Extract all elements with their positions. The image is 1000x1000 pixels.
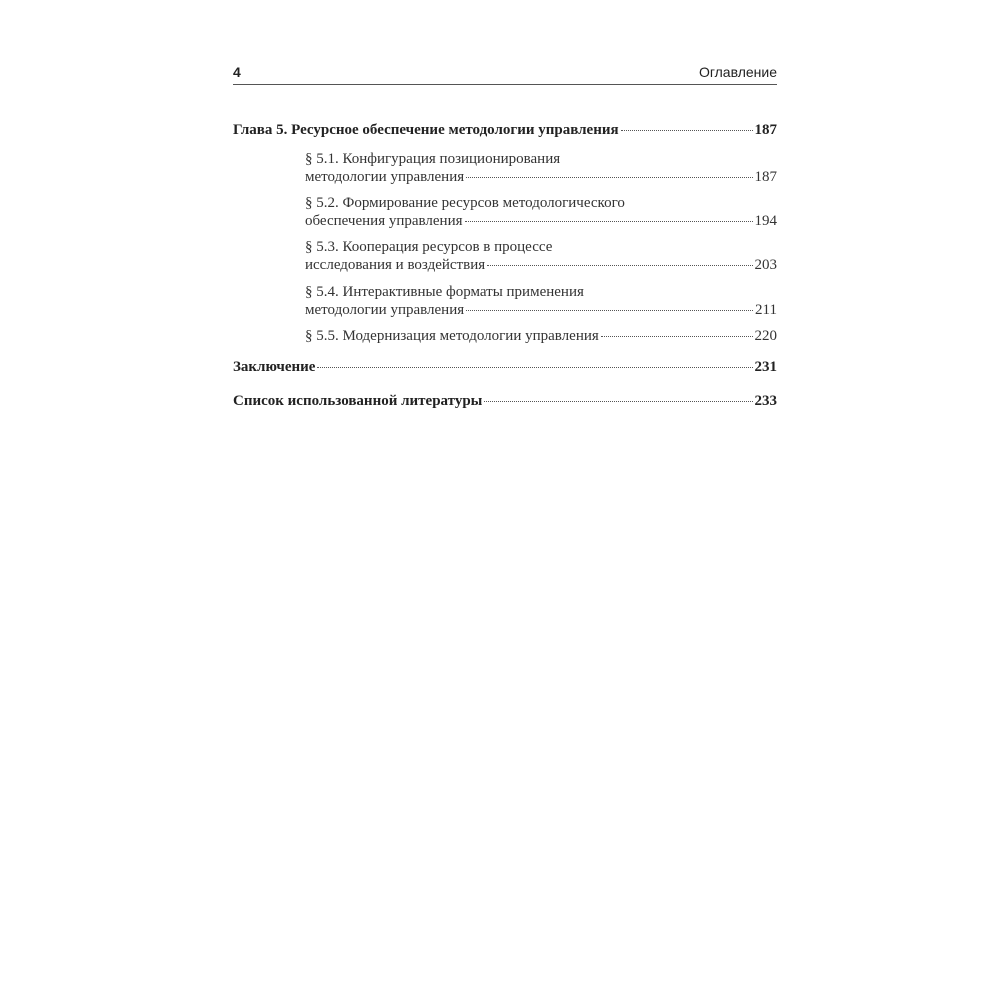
toc-entry-chapter-5 [233,121,777,139]
toc-entry-page: 187 [754,169,777,185]
toc-entry-bibliography [233,392,777,410]
toc-entry-section-5-3 [305,238,777,274]
toc-entry-section-5-2 [305,194,777,230]
toc-entry-page: 231 [754,359,777,375]
leader-dots [317,366,752,368]
leader-dots [466,309,753,311]
toc-entry-title: Глава 5. Ресурсное обеспечение методологии управления [233,122,619,138]
leader-dots [487,264,752,266]
toc-entry-title-cont: методологии управления [305,169,465,185]
toc-entry-page: 187 [754,122,777,138]
leader-dots [484,400,752,402]
toc-entry-title: § 5.3. Кооперация ресурсов в процессе [305,239,553,255]
leader-dots [601,335,753,337]
page-number: 4 [233,64,241,80]
toc-entry-title-cont: обеспечения управления [305,213,463,229]
toc-entry-page: 220 [754,328,777,344]
toc-entry-title: § 5.5. Модернизация методологии управления [305,328,599,344]
toc-entry-page: 233 [754,393,777,409]
toc-entry-title: Список использованной литературы [233,393,483,409]
running-title: Оглавление [698,64,777,80]
toc-entry-title-cont: методологии управления [305,302,465,318]
toc-entry-page: 194 [754,213,777,229]
toc-entry-section-5-1 [305,150,777,186]
toc-entry-section-5-4 [305,283,777,319]
toc-entry-title: Заключение [233,359,316,375]
leader-dots [621,129,753,131]
leader-dots [465,220,753,222]
toc-entry-section-5-5 [305,327,777,345]
toc-entry-title: § 5.4. Интерактивные форматы применения [305,284,584,300]
toc-entry-page: 211 [755,302,777,318]
leader-dots [466,176,752,178]
toc-entry-conclusion [233,358,777,376]
toc-entry-title: § 5.2. Формирование ресурсов методологического [305,195,625,211]
toc-entry-title-cont: исследования и воздействия [305,257,486,273]
page-header [233,64,777,85]
toc-entry-title: § 5.1. Конфигурация позиционирования [305,151,561,167]
toc-entry-page: 203 [754,257,777,273]
